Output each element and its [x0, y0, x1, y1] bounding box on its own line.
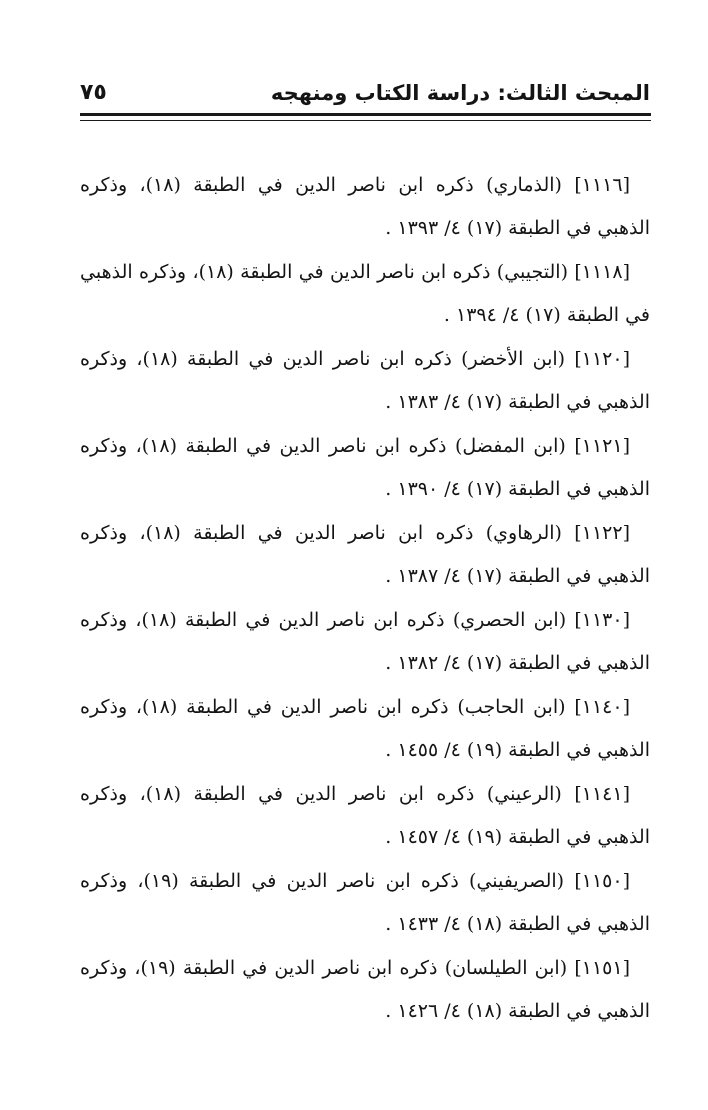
entry-paragraph: [١١٢٠] (ابن الأخضر) ذكره ابن ناصر الدين في الطبقة (١٨)، وذكره الذهبي في الطبقة (١٧) ٤/ ١٣٨٣ .: [80, 348, 650, 413]
entry-paragraph: [١١٢١] (ابن المفضل) ذكره ابن ناصر الدين في الطبقة (١٨)، وذكره الذهبي في الطبقة (١٧) ٤/ ١٣٩٠ .: [80, 435, 650, 500]
chapter-title: المبحث الثالث: دراسة الكتاب ومنهجه: [270, 81, 650, 105]
entry-paragraph: [١١٢٢] (الرهاوي) ذكره ابن ناصر الدين في الطبقة (١٨)، وذكره الذهبي في الطبقة (١٧) ٤/ ١٣٨٧ .: [80, 522, 650, 587]
header-rule-thin: [80, 120, 651, 121]
entry-paragraph: [١١١٨] (التجيبي) ذكره ابن ناصر الدين في الطبقة (١٨)، وذكره الذهبي في الطبقة (١٧) ٤/ ١٣٩٤ .: [80, 261, 650, 326]
header-rule-thick: [80, 113, 651, 116]
entry-paragraph: [١١١٦] (الذماري) ذكره ابن ناصر الدين في الطبقة (١٨)، وذكره الذهبي في الطبقة (١٧) ٤/ ١٣٩٣ .: [80, 174, 650, 239]
page-number: ٧٥: [80, 80, 107, 105]
entry-paragraph: [١١٥١] (ابن الطيلسان) ذكره ابن ناصر الدين في الطبقة (١٩)، وذكره الذهبي في الطبقة (١٨) ٤/ ١٤٢٦ .: [80, 957, 650, 1022]
entry-paragraph: [١١٥٠] (الصريفيني) ذكره ابن ناصر الدين في الطبقة (١٩)، وذكره الذهبي في الطبقة (١٨) ٤/ ١٤٣٣ .: [80, 870, 650, 935]
entry-list: [80, 164, 650, 1034]
entry-paragraph: [١١٤٠] (ابن الحاجب) ذكره ابن ناصر الدين في الطبقة (١٨)، وذكره الذهبي في الطبقة (١٩) ٤/ ١٤٥٥ .: [80, 696, 650, 761]
entry-paragraph: [١١٣٠] (ابن الحصري) ذكره ابن ناصر الدين في الطبقة (١٨)، وذكره الذهبي في الطبقة (١٧) ٤/ ١٣٨٢ .: [80, 609, 650, 674]
running-header: [80, 78, 650, 112]
entry-paragraph: [١١٤١] (الرعيني) ذكره ابن ناصر الدين في الطبقة (١٨)، وذكره الذهبي في الطبقة (١٩) ٤/ ١٤٥٧ .: [80, 783, 650, 848]
